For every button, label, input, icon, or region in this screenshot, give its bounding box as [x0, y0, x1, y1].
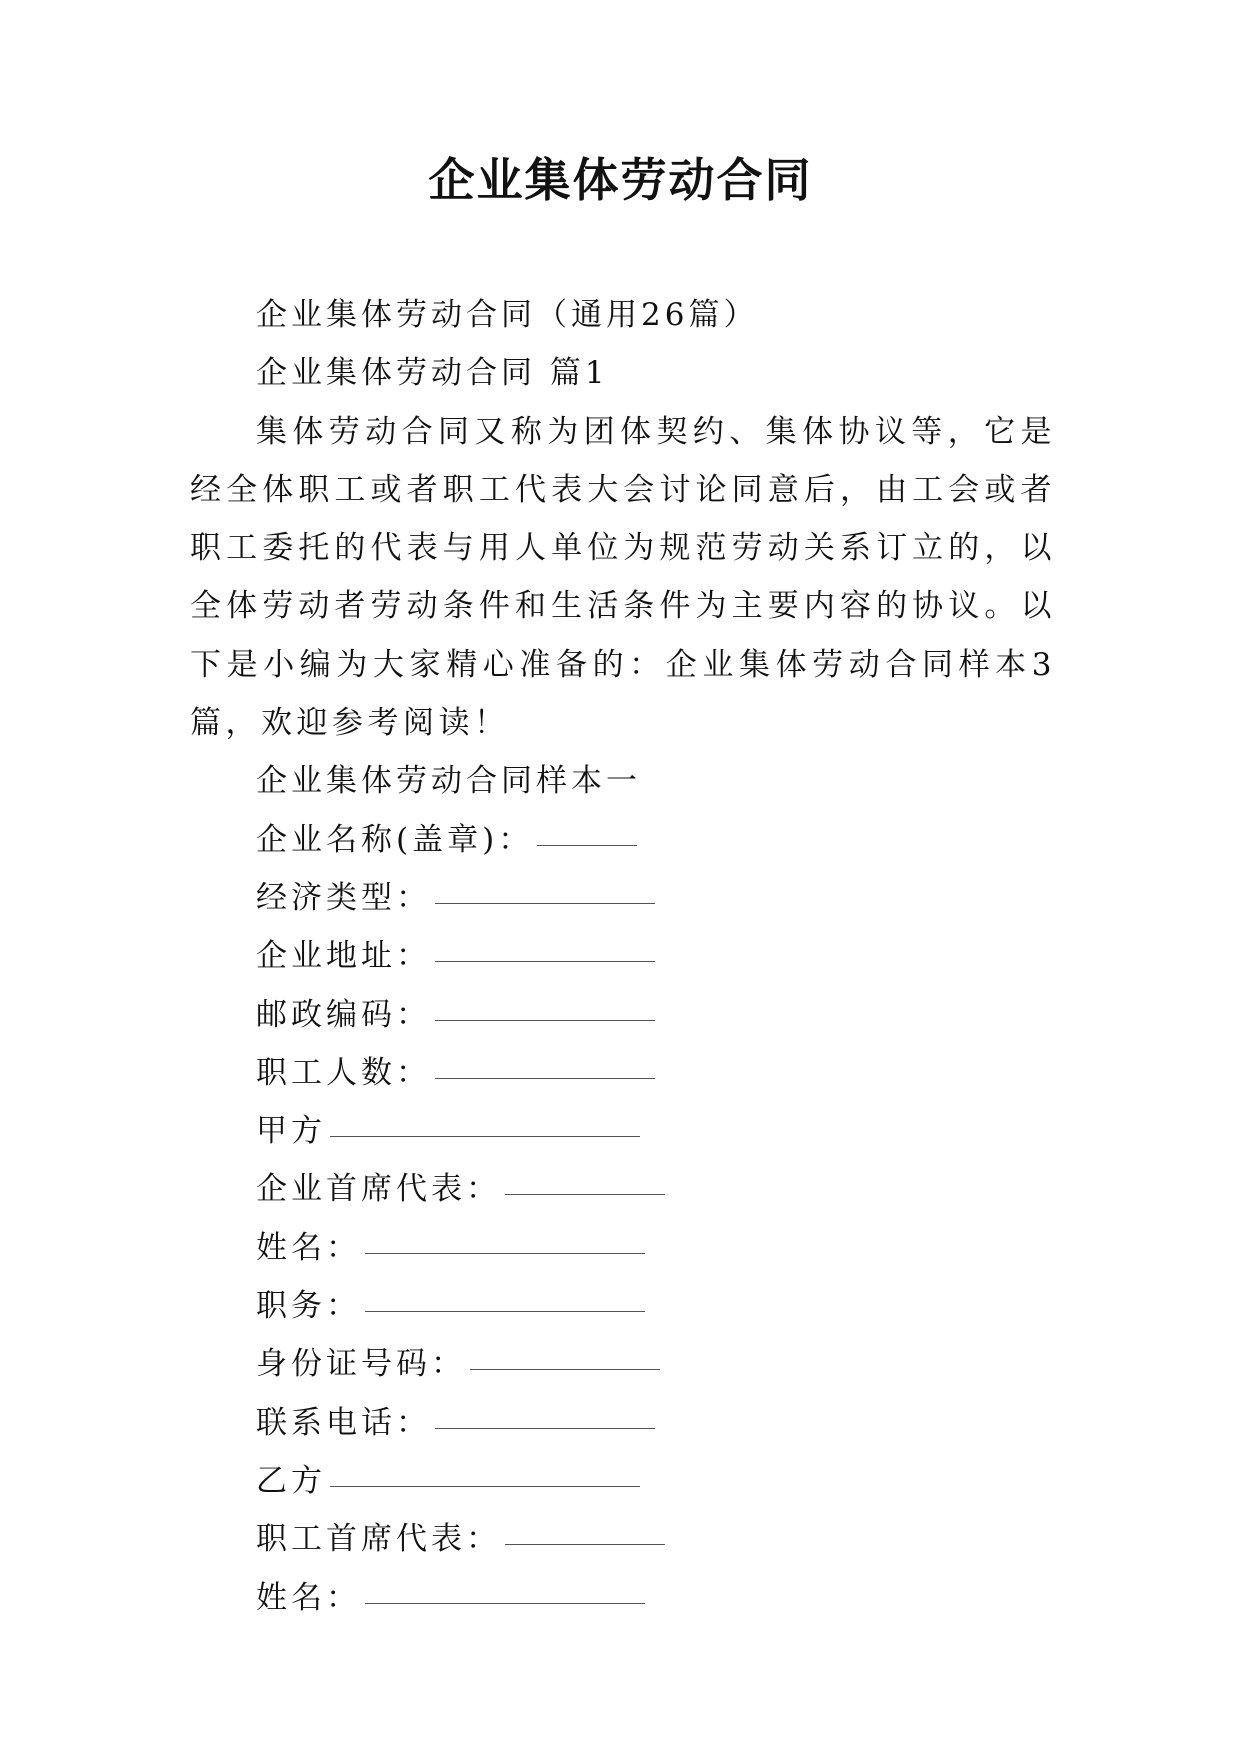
field-label: 职工人数： — [256, 1054, 431, 1091]
field-label: 邮政编码： — [256, 996, 431, 1033]
fill-in-blank[interactable] — [435, 1427, 655, 1429]
field-label: 职工首席代表： — [256, 1521, 501, 1558]
form-field — [190, 1394, 1056, 1452]
field-label: 身份证号码： — [256, 1346, 466, 1383]
field-label: 联系电话： — [256, 1404, 431, 1441]
fill-in-blank[interactable] — [365, 1602, 645, 1604]
form-field — [190, 1102, 1056, 1160]
field-label: 企业地址： — [256, 938, 431, 975]
field-label: 乙方 — [256, 1462, 326, 1499]
fill-in-blank[interactable] — [435, 1019, 655, 1021]
field-label: 企业首席代表： — [256, 1171, 501, 1208]
form-field — [190, 869, 1056, 927]
fill-in-blank[interactable] — [330, 1485, 640, 1487]
fill-in-blank[interactable] — [365, 1252, 645, 1254]
field-label: 甲方 — [256, 1113, 326, 1150]
form-field — [190, 927, 1056, 985]
fill-in-blank[interactable] — [537, 844, 637, 846]
field-label: 企业名称(盖章)： — [256, 821, 534, 858]
field-label: 姓名： — [256, 1579, 361, 1616]
fill-in-blank[interactable] — [505, 1543, 665, 1545]
form-field — [190, 1510, 1056, 1568]
document-body — [190, 286, 1056, 1627]
subtitle: 企业集体劳动合同（通用26篇） — [256, 297, 759, 333]
form-field — [190, 986, 1056, 1044]
form-field — [190, 1452, 1056, 1510]
sample-heading: 企业集体劳动合同样本一 — [256, 763, 641, 800]
fill-in-blank[interactable] — [435, 960, 655, 962]
field-label: 姓名： — [256, 1229, 361, 1266]
form-field — [190, 1219, 1056, 1277]
intro-paragraph — [190, 403, 1056, 753]
form-field — [190, 1277, 1056, 1335]
form-field — [190, 1335, 1056, 1393]
fill-in-blank[interactable] — [330, 1135, 640, 1137]
chapter-heading: 企业集体劳动合同 篇1 — [256, 355, 609, 392]
form-field — [190, 811, 1056, 869]
form-field — [190, 1160, 1056, 1218]
fill-in-blank[interactable] — [435, 1077, 655, 1079]
intro-text: 集体劳动合同又称为团体契约、集体协议等，它是经全体职工或者职工代表大会讨论同意后，由工会或者职工委托的代表与用人单位为规范劳动关系订立的，以全体劳动者劳动条件和生活条件为主要内容的协议。以下是小编为大家精心准备的：企业集体劳动合同样本3篇，欢迎参考阅读！ — [190, 413, 1056, 742]
field-label: 职务： — [256, 1288, 361, 1325]
fill-in-blank[interactable] — [470, 1368, 660, 1370]
document-title: 企业集体劳动合同 — [428, 153, 813, 207]
field-label: 经济类型： — [256, 879, 431, 916]
fill-in-blank[interactable] — [505, 1193, 665, 1195]
fill-in-blank[interactable] — [435, 902, 655, 904]
form-field — [190, 1044, 1056, 1102]
form-field — [190, 1569, 1056, 1627]
fill-in-blank[interactable] — [365, 1310, 645, 1312]
